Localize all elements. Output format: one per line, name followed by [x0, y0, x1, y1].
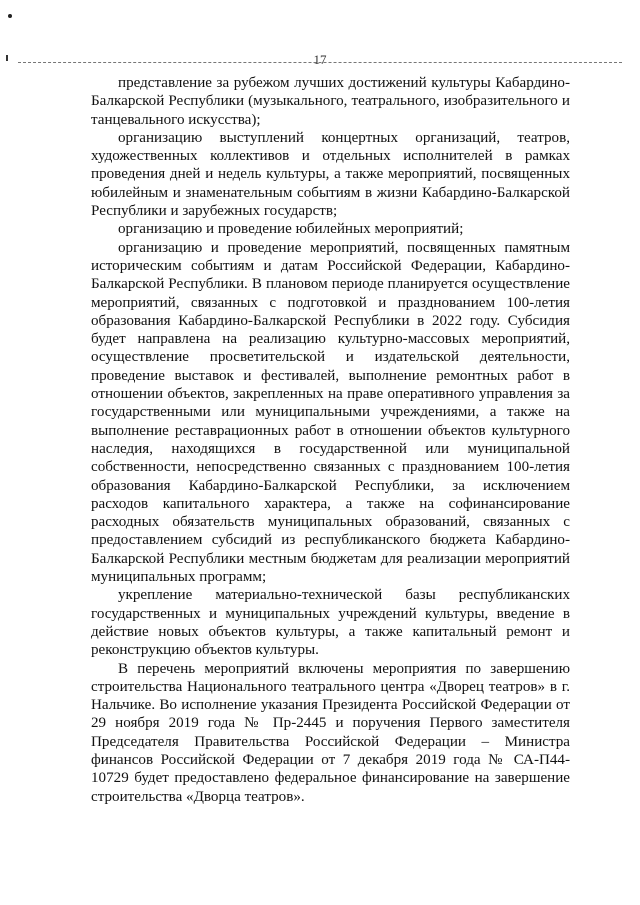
paragraph: представление за рубежом лучших достижений культуры Кабардино-Балкарской Республики (музыкального, театрального, изобразительного и танцевального искусства);: [91, 75, 570, 128]
paragraph: организацию и проведение мероприятий, посвященных памятным историческим событиям и датам Российской Федерации, Кабардино-Балкарской Республики. В плановом периоде планируется осуществление мероприятий, связанных с подготовкой и празднованием 100-летия образования Кабардино-Балкарской Республики в 2022 году. Субсидия будет направлена на реализацию культурно-массовых мероприятий, осуществление просветительской и издательской деятельности, проведение выставок и фестивалей, выполнение ремонтных работ в отношении объектов, закрепленных на праве оперативного управления за государственными или муниципальными учреждениями, а также на выполнение реставрационных работ в отношении объектов культурного наследия, находящихся в государственной или муниципальной собственности, непосредственно связанных с празднованием 100-летия образования Кабардино-Балкарской Республики, за исключением расходов капитального характера, а также на софинансирование расходных обязательств муниципальных образований, связанных с предоставлением субсидий из республиканского бюджета Кабардино-Балкарской Республики местным бюджетам для реализации мероприятий муниципальных программ;: [91, 239, 570, 586]
page-number: 17: [313, 52, 327, 67]
paragraph: организацию выступлений концертных организаций, театров, художественных коллективов и отдельных исполнителей в рамках проведения дней и недель культуры, а также мероприятий, посвященных юбилейным и знаменательным событиям в жизни Кабардино-Балкарской Республики и зарубежных государств;: [91, 129, 570, 220]
document-body: [91, 74, 570, 806]
header-rule: [18, 62, 622, 63]
scan-mark: [8, 14, 12, 18]
paragraph: организацию и проведение юбилейных мероприятий;: [118, 221, 464, 238]
paragraph: укрепление материально-технической базы республиканских государственных и муниципальных учреждений культуры, введение в действие новых объектов культуры, а также капитальный ремонт и реконструкцию объектов культуры.: [91, 587, 570, 659]
paragraph: В перечень мероприятий включены мероприятия по завершению строительства Национального театрального центра «Дворец театров» в г. Нальчике. Во исполнение указания Президента Российской Федерации от 29 ноября 2019 года № Пр-2445 и поручения Первого заместителя Председателя Правительства Российской Федерации – Министра финансов Российской Федерации от 7 декабря 2019 года № СА-П44-10729 будет предоставлено федеральное финансирование на завершение строительства «Дворца театров».: [91, 660, 570, 805]
